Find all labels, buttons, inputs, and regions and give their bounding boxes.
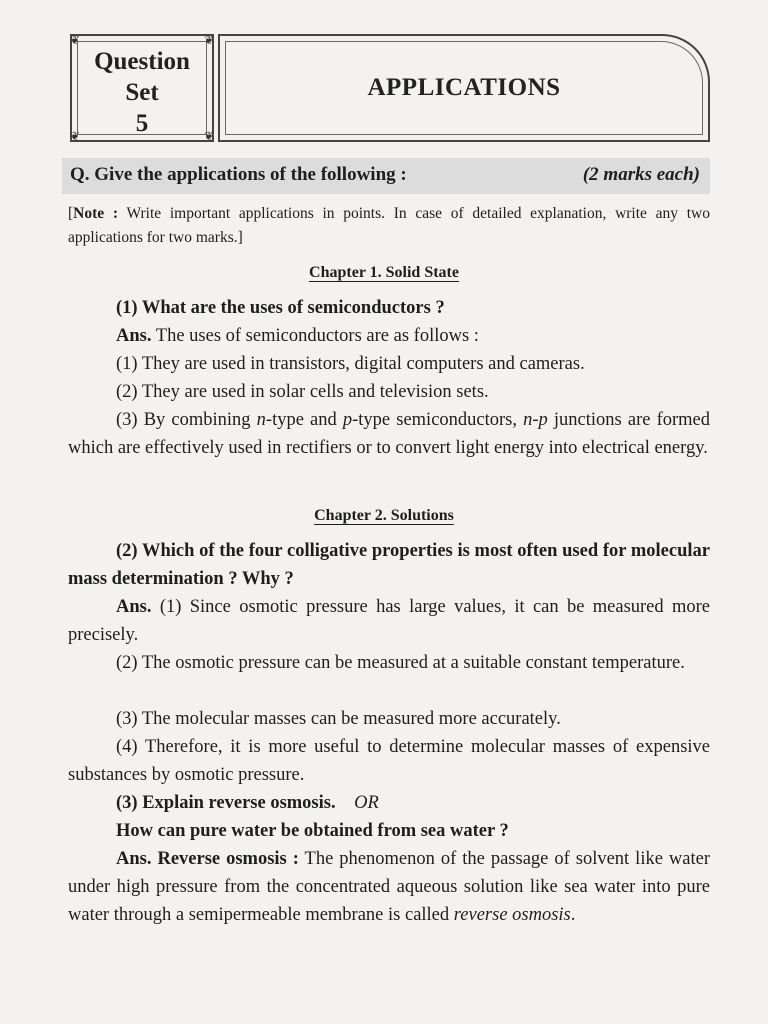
- note-label: Note :: [73, 205, 119, 222]
- corner-ornament-icon: ❦: [70, 33, 81, 47]
- question-1: (1) What are the uses of semiconductors ?: [116, 298, 445, 318]
- set-number: 5: [135, 110, 149, 137]
- answer-1-intro: Ans. The uses of semiconductors are as follows :: [116, 326, 479, 346]
- answer-2-point-1: Ans. (1) Since osmotic pressure has large values, it can be measured more precisely.: [68, 597, 710, 645]
- corner-ornament-icon: ❦: [203, 33, 214, 47]
- question-2: (2) Which of the four colligative properties is most often used for molecular mass determination ? Why ?: [68, 541, 710, 589]
- answer-1-point-3: (3) By combining n-type and p-type semiconductors, n-p junctions are formed which are effectively used in rectifiers or to convert light energy into electrical energy.: [68, 410, 710, 458]
- question-3: (3) Explain reverse osmosis. OR: [116, 793, 379, 813]
- answer-1-point-1: (1) They are used in transistors, digital computers and cameras.: [116, 354, 585, 374]
- corner-ornament-icon: ❦: [70, 129, 81, 143]
- question-text: Q. Give the applications of the following :: [70, 164, 407, 185]
- chapter2-heading: Chapter 2. Solutions: [314, 507, 454, 524]
- page-title: APPLICATIONS: [367, 74, 561, 101]
- answer-3: Ans. Reverse osmosis : The phenomenon of the passage of solvent like water under high pressure from the concentrated aqueous solution like sea water into pure water through a semipermeable membrane is called reverse osmosis.: [68, 849, 710, 925]
- answer-1-point-2: (2) They are used in solar cells and television sets.: [116, 382, 489, 402]
- corner-ornament-icon: ❦: [203, 129, 214, 143]
- note-paragraph: [Note : Write important applications in points. In case of detailed explanation, write any two applications for two marks.]: [68, 205, 710, 246]
- answer-2-point-2: (2) The osmotic pressure can be measured at a suitable constant temperature.: [116, 653, 685, 673]
- note-text: Write important applications in points. In case of detailed explanation, write any two applications for two marks.: [68, 205, 710, 246]
- answer-2-point-3: (3) The molecular masses can be measured more accurately.: [116, 709, 561, 729]
- question-band: [62, 158, 710, 194]
- set-label-line1: Question: [94, 48, 190, 75]
- question-set-box: [70, 34, 214, 142]
- answer-2-point-4: (4) Therefore, it is more useful to determine molecular masses of expensive substances by osmotic pressure.: [68, 737, 710, 785]
- title-box: [218, 34, 710, 142]
- marks-label: (2 marks each): [582, 164, 700, 185]
- chapter1-heading: Chapter 1. Solid State: [309, 264, 459, 281]
- question-3-alt: How can pure water be obtained from sea water ?: [116, 821, 509, 841]
- question-set-label: [72, 46, 212, 139]
- set-label-line2: Set: [125, 79, 159, 106]
